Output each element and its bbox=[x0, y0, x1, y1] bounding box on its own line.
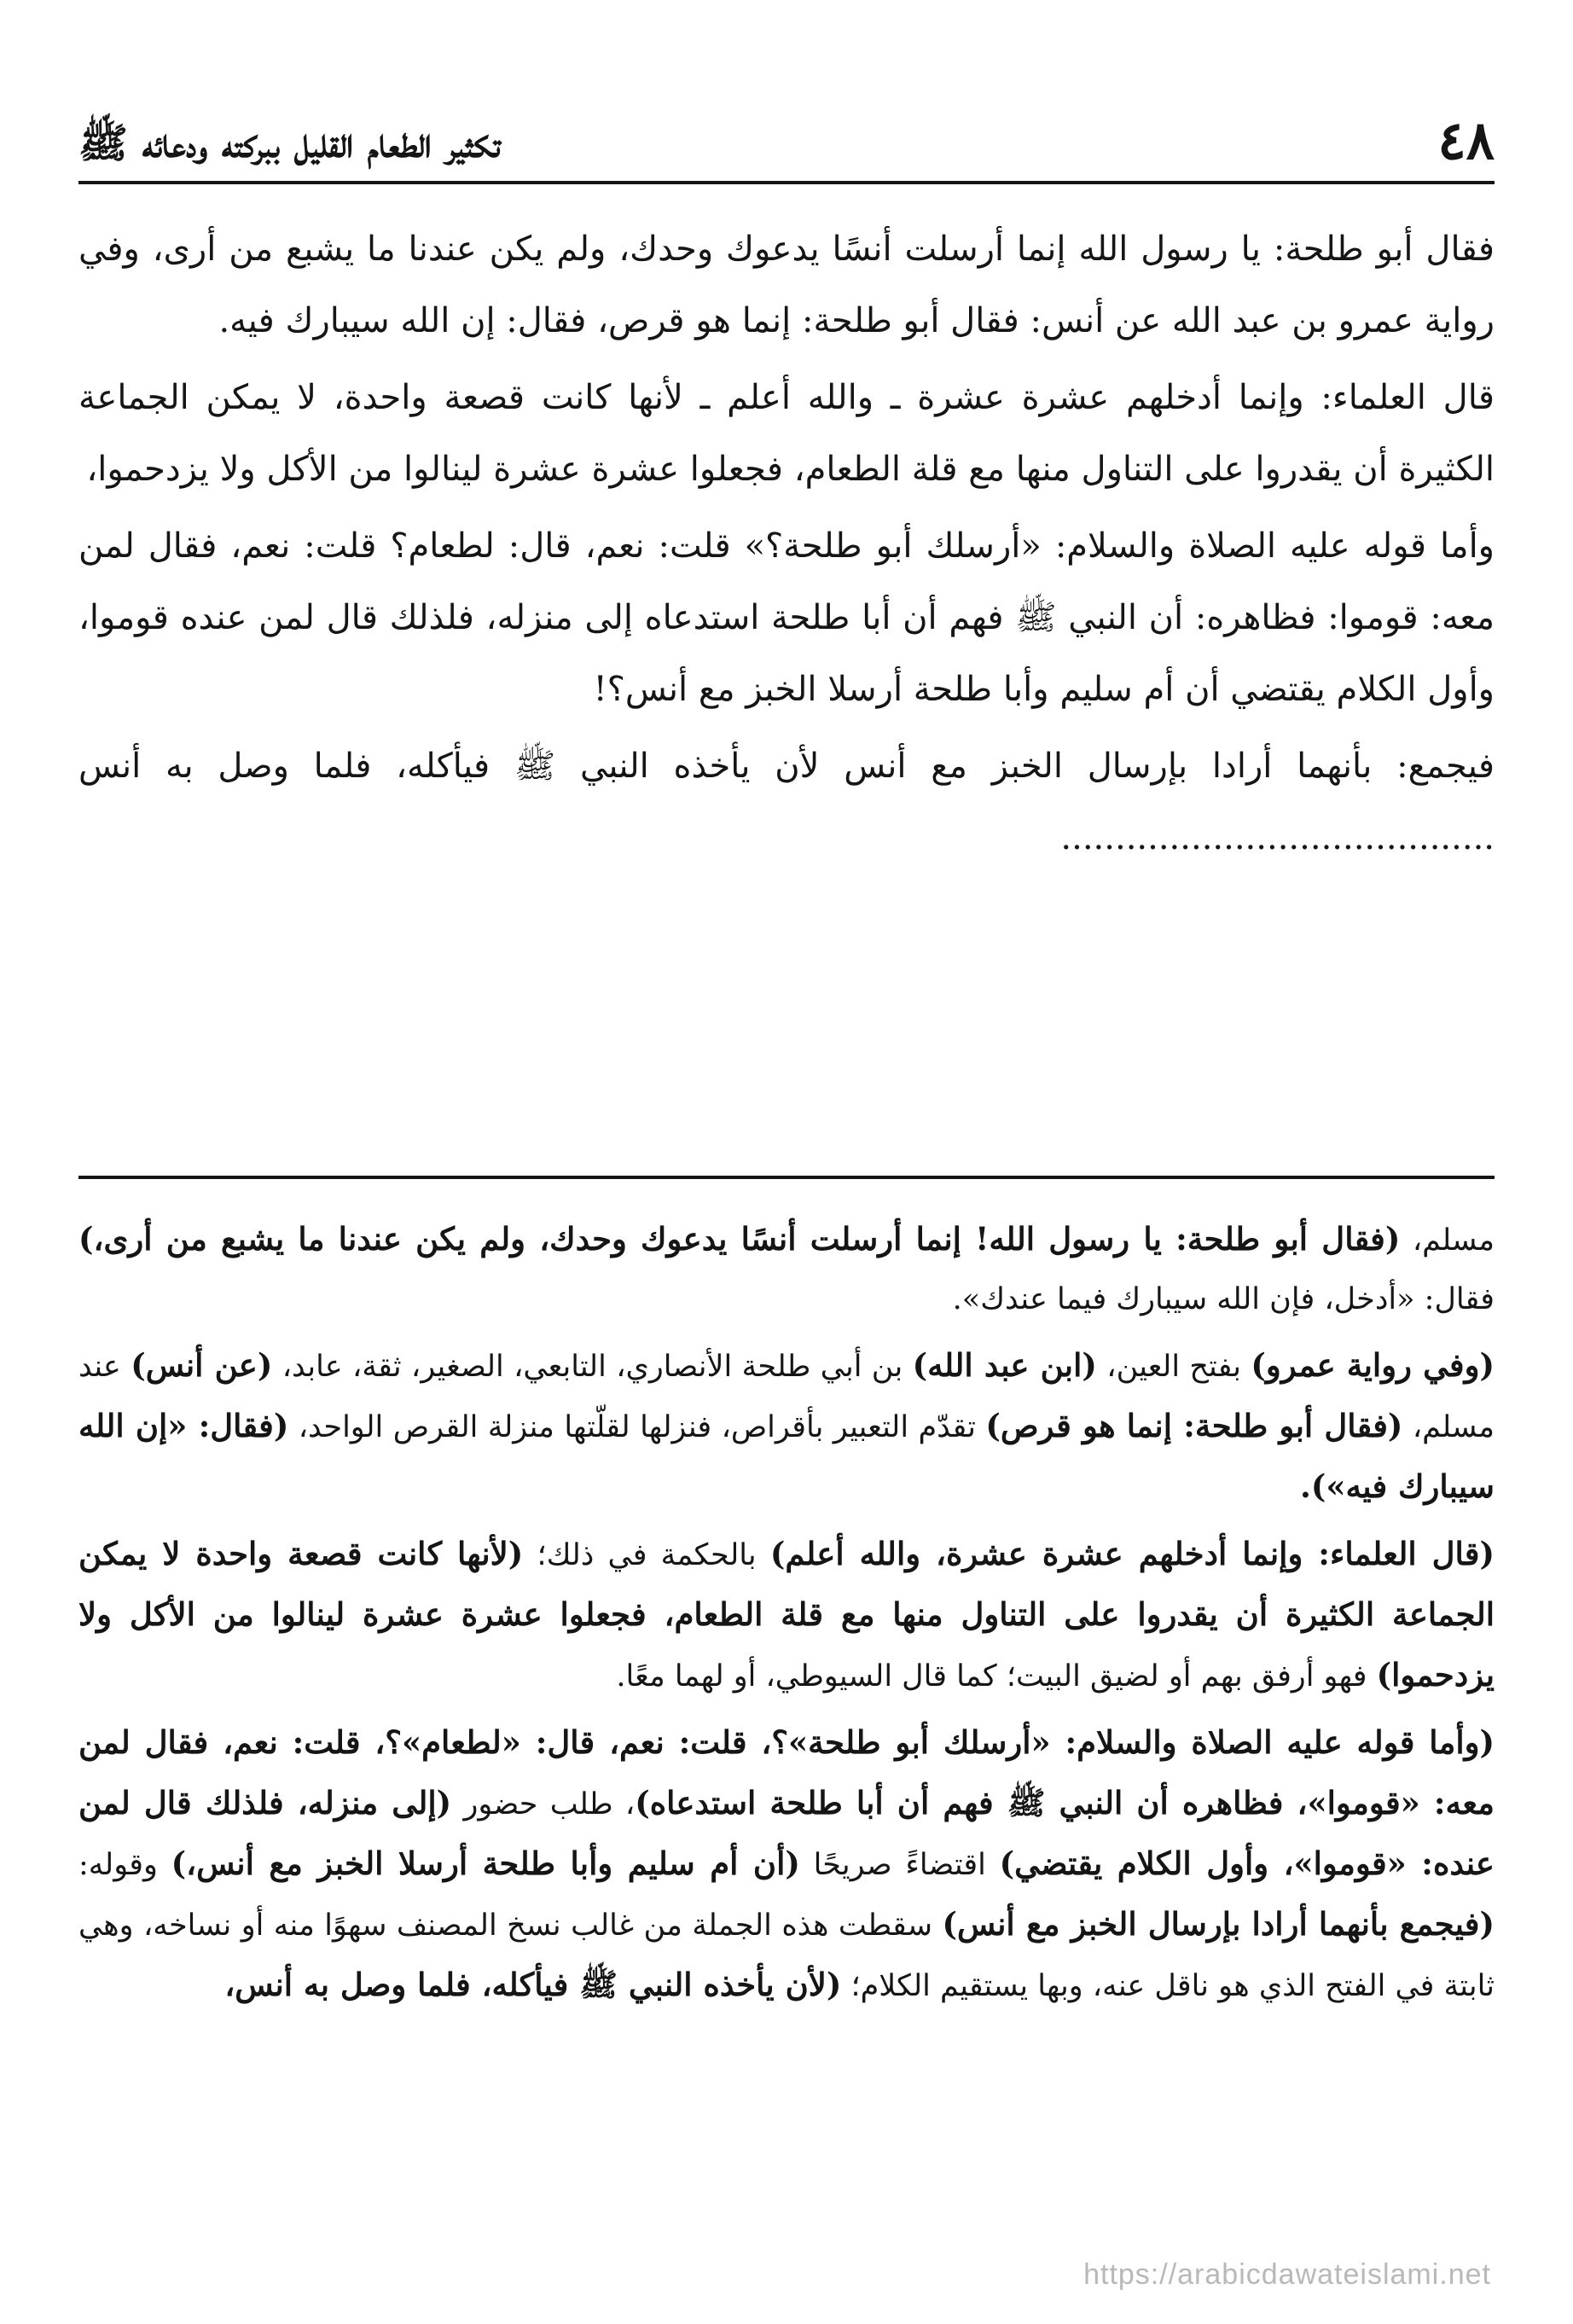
main-paragraph-4 bbox=[78, 730, 1495, 874]
commentary-quote: (وأما قوله عليه الصلاة والسلام: «أرسلك أبو طلحة»؟، قلت: نعم، قال: «لطعام»؟، قلت: نعم، فقال لمن معه: «قوموا»، فظاهره أن النبي ﷺ فهم أن أبا طلحة استدعاه) bbox=[78, 1723, 1495, 1821]
commentary-paragraph-4 bbox=[78, 1713, 1495, 2016]
running-title: تكثير الطعام القليل ببركته ودعائه ﷺ bbox=[78, 119, 501, 167]
main-paragraph-2: قال العلماء: وإنما أدخلهم عشرة عشرة ـ والله أعلم ـ لأنها كانت قصعة واحدة، لا يمكن الجماعة الكثيرة أن يقدروا على التناول منها مع قلة الطعام، فجعلوا عشرة عشرة لينالوا من الأكل ولا يزدحموا، bbox=[78, 378, 1495, 489]
page-number: ٤٨ bbox=[1437, 109, 1495, 171]
commentary-quote: (لأن يأخذه النبي ﷺ فيأكله، فلما وصل به أنس، bbox=[224, 1966, 842, 2003]
commentary-paragraph-3 bbox=[78, 1525, 1495, 1706]
commentary-quote: (أن أم سليم وأبا طلحة أرسلا الخبز مع أنس،) bbox=[171, 1845, 800, 1882]
commentary-quote: (إلى منزله، فلذلك قال لمن عنده: «قوموا»، وأول الكلام يقتضي) bbox=[78, 1784, 1495, 1882]
main-paragraph-3: وأما قوله عليه الصلاة والسلام: «أرسلك أبو طلحة؟» قلت: نعم، قال: لطعام؟ قلت: نعم، فقال لمن معه: قوموا: فظاهره: أن النبي ﷺ فهم أن أبا طلحة استدعاه إلى منزله، فلذلك قال لمن عنده قوموا، وأول الكلام يقتضي أن أم سليم وأبا طلحة أرسلا الخبز مع أنس؟! bbox=[78, 526, 1495, 709]
commentary-text: سقطت هذه الجملة من غالب نسخ المصنف سهوًا منه أو نساخه، وهي ثابتة في الفتح الذي هو ناقل عنه، وبها يستقيم الكلام؛ bbox=[78, 1909, 1495, 2003]
watermark-url: https://arabicdawateislami.net bbox=[1083, 2258, 1491, 2291]
commentary-quote: (لأنها كانت قصعة واحدة لا يمكن الجماعة الكثيرة أن يقدروا على التناول منها مع قلة الطعام، فجعلوا عشرة عشرة لينالوا من الأكل ولا يزدحموا) bbox=[78, 1535, 1495, 1694]
commentary-text: فهو أرفق بهم أو لضيق البيت؛ كما قال السيوطي، أو لهما معًا. bbox=[616, 1659, 1377, 1694]
header-rule bbox=[78, 181, 1495, 184]
commentary-text: اقتضاءً صريحًا bbox=[799, 1848, 1000, 1882]
commentary-quote: (فقال: «إن الله سيبارك فيه»). bbox=[78, 1407, 1495, 1505]
commentary-text: فقال: «أدخل، فإن الله سيبارك فيما عندك». bbox=[952, 1282, 1495, 1316]
commentary-text: بالحكمة في ذلك؛ bbox=[523, 1538, 770, 1572]
commentary bbox=[78, 1210, 1495, 2023]
page-header bbox=[78, 101, 1495, 177]
commentary-quote: (وفي رواية عمرو) bbox=[1251, 1346, 1495, 1384]
commentary-text: مسلم، bbox=[1400, 1223, 1495, 1258]
commentary-paragraph-2 bbox=[78, 1336, 1495, 1518]
commentary-text: بن أبي طلحة الأنصاري، التابعي، الصغير، ثقة، عابد، bbox=[272, 1350, 913, 1384]
commentary-quote: (فقال أبو طلحة: إنما هو قرص) bbox=[985, 1407, 1403, 1444]
continuation-dots: ........................................ bbox=[1060, 818, 1495, 857]
commentary-text: تقدّم التعبير بأقراص، فنزلها لقلّتها منزلة القرص الواحد، bbox=[288, 1410, 986, 1444]
commentary-text: بفتح العين، bbox=[1096, 1350, 1251, 1384]
commentary-quote: (قال العلماء: وإنما أدخلهم عشرة عشرة، والله أعلم) bbox=[769, 1535, 1495, 1572]
commentary-quote: (فيجمع بأنهما أرادا بإرسال الخبز مع أنس) bbox=[942, 1905, 1495, 1943]
commentary-paragraph-1 bbox=[78, 1210, 1495, 1329]
commentary-quote: (عن أنس) bbox=[131, 1346, 273, 1384]
main-paragraph-4-text: فيجمع: بأنهما أرادا بإرسال الخبز مع أنس لأن يأخذه النبي ﷺ فيأكله، فلما وصل به أنس bbox=[78, 747, 1495, 786]
main-paragraph-1: فقال أبو طلحة: يا رسول الله إنما أرسلت أنسًا يدعوك وحدك، ولم يكن عندنا ما يشبع من أرى، وفي رواية عمرو بن عبد الله عن أنس: فقال أبو طلحة: إنما هو قرص، فقال: إن الله سيبارك فيه. bbox=[78, 229, 1495, 340]
commentary-quote: (فقال أبو طلحة: يا رسول الله! إنما أرسلت أنسًا يدعوك وحدك، ولم يكن عندنا ما يشبع من أرى،) bbox=[78, 1220, 1401, 1258]
commentary-text: ، طلب حضور bbox=[451, 1787, 636, 1821]
commentary-text: عند مسلم، bbox=[78, 1350, 1495, 1444]
commentary-quote: (ابن عبد الله) bbox=[912, 1346, 1097, 1384]
commentary-rule bbox=[78, 1176, 1495, 1179]
commentary-text: وقوله: bbox=[78, 1848, 171, 1882]
main-text bbox=[78, 213, 1495, 879]
